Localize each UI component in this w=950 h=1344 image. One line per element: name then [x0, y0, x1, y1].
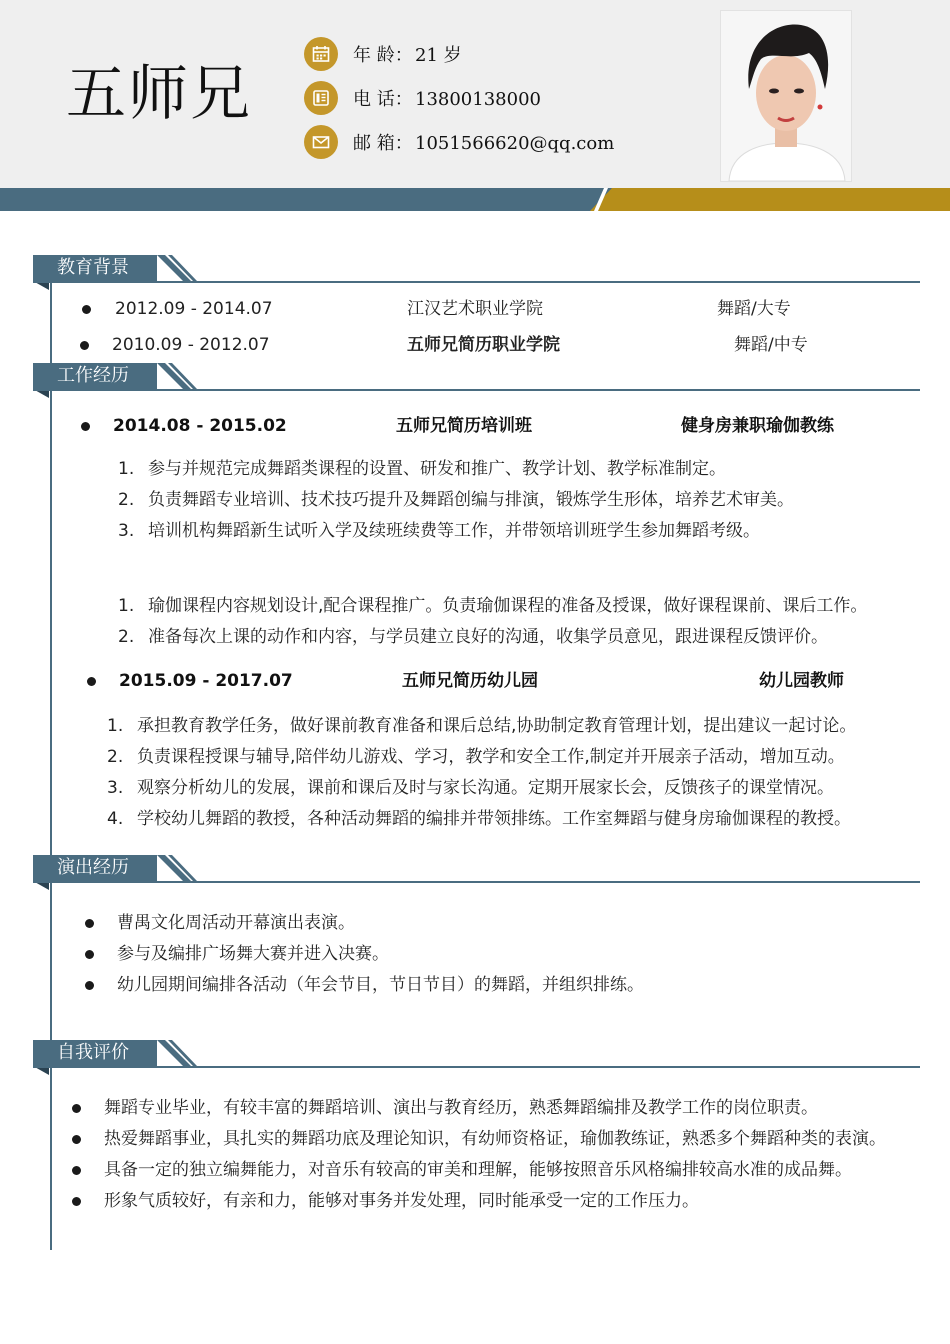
- section-title-performance: 演出经历: [33, 855, 157, 881]
- email-value: 1051566620@qq.com: [415, 133, 615, 154]
- duty-text: 负责舞蹈专业培训、技术技巧提升及舞蹈创编与排演，锻炼学生形体，培养艺术审美。: [148, 490, 794, 510]
- section-rule: [33, 1066, 920, 1068]
- bullet-dot: [82, 305, 91, 314]
- duty-item: [107, 713, 856, 739]
- duty-item: [118, 624, 828, 650]
- stripes-decor: [157, 1040, 197, 1066]
- email-row: [304, 125, 614, 159]
- duty-text: 负责课程授课与辅导,陪伴幼儿游戏、学习，教学和安全工作,制定并开展亲子活动，增加互动。: [137, 747, 845, 767]
- performance-item: [117, 941, 389, 967]
- duty-item: [107, 806, 851, 832]
- list-number: 2.: [107, 747, 124, 767]
- list-number: 1.: [107, 716, 124, 736]
- section-rule: [33, 389, 920, 391]
- section-work: [33, 363, 920, 398]
- bullet-dot: [72, 1166, 81, 1175]
- bullet-dot: [72, 1197, 81, 1206]
- evaluation-item: [104, 1188, 699, 1214]
- performance-text: 曹禺文化周活动开幕演出表演。: [117, 913, 355, 933]
- candidate-name: 五师兄: [66, 59, 252, 129]
- evaluation-text: 舞蹈专业毕业，有较丰富的舞蹈培训、演出与教育经历，熟悉舞蹈编排及教学工作的岗位职责。: [104, 1098, 818, 1118]
- email-label: 邮 箱：: [353, 133, 413, 154]
- duty-item: [118, 518, 760, 544]
- age-value: 21 岁: [415, 45, 462, 66]
- evaluation-item: [104, 1126, 886, 1152]
- evaluation-text: 具备一定的独立编舞能力，对音乐有较高的审美和理解，能够按照音乐风格编排较高水准的成品舞。: [104, 1160, 852, 1180]
- duty-text: 培训机构舞蹈新生试听入学及续班续费等工作，并带领培训班学生参加舞蹈考级。: [148, 521, 760, 541]
- evaluation-text: 热爱舞蹈事业，具扎实的舞蹈功底及理论知识，有幼师资格证，瑜伽教练证，熟悉多个舞蹈种类的表演。: [104, 1129, 886, 1149]
- profile-photo: [720, 10, 852, 182]
- section-title-education: 教育背景: [33, 255, 157, 281]
- envelope-icon: [304, 125, 338, 159]
- header-accent-band: [590, 188, 950, 211]
- job-title: 幼儿园教师: [759, 671, 844, 691]
- list-number: 2.: [118, 490, 135, 510]
- calendar-icon: [304, 37, 338, 71]
- bullet-dot: [72, 1104, 81, 1113]
- evaluation-item: [104, 1095, 818, 1121]
- performance-text: 幼儿园期间编排各活动（年会节目，节日节目）的舞蹈，并组织排练。: [117, 975, 644, 995]
- job-entry-header: [0, 668, 950, 694]
- education-major: 舞蹈/中专: [734, 335, 808, 355]
- duty-item: [118, 593, 867, 619]
- duty-text: 承担教育教学任务，做好课前教育准备和课后总结,协助制定教育管理计划，提出建议一起讨论。: [137, 716, 857, 736]
- list-number: 4.: [107, 809, 124, 829]
- section-education: [33, 255, 920, 290]
- bullet-dot: [81, 422, 90, 431]
- section-rule: [33, 881, 920, 883]
- stripes-decor: [157, 255, 197, 281]
- duty-text: 瑜伽课程内容规划设计,配合课程推广。负责瑜伽课程的准备及授课，做好课程课前、课后工作。: [148, 596, 868, 616]
- job-title: 健身房兼职瑜伽教练: [681, 416, 834, 436]
- age-label: 年 龄：: [353, 45, 413, 66]
- section-rule: [33, 281, 920, 283]
- stripes-decor: [157, 855, 197, 881]
- timeline-line: [50, 258, 52, 1250]
- age-row: [304, 37, 462, 71]
- duty-item: [118, 487, 794, 513]
- education-school: 五师兄简历职业学院: [407, 335, 560, 355]
- job-period: 2014.08 - 2015.02: [113, 416, 287, 436]
- job-company: 五师兄简历幼儿园: [402, 671, 538, 691]
- section-self-evaluation: [33, 1040, 920, 1075]
- duty-text: 准备每次上课的动作和内容，与学员建立良好的沟通，收集学员意见，跟进课程反馈评价。: [148, 627, 828, 647]
- list-number: 2.: [118, 627, 135, 647]
- section-title-work: 工作经历: [33, 363, 157, 389]
- duty-item: [107, 775, 834, 801]
- job-period: 2015.09 - 2017.07: [119, 671, 293, 691]
- evaluation-item: [104, 1157, 852, 1183]
- duty-item: [107, 744, 845, 770]
- bullet-dot: [87, 677, 96, 686]
- list-number: 1.: [118, 596, 135, 616]
- education-major: 舞蹈/大专: [717, 299, 791, 319]
- bullet-dot: [85, 919, 94, 928]
- duty-text: 参与并规范完成舞蹈类课程的设置、研发和推广、教学计划、教学标准制定。: [148, 459, 726, 479]
- stripes-decor: [157, 363, 197, 389]
- list-number: 1.: [118, 459, 135, 479]
- phone-row: [304, 81, 541, 115]
- bullet-dot: [85, 950, 94, 959]
- education-entry: [0, 296, 950, 322]
- phone-label: 电 话：: [353, 89, 413, 110]
- performance-item: [117, 910, 355, 936]
- evaluation-text: 形象气质较好，有亲和力，能够对事务并发处理，同时能承受一定的工作压力。: [104, 1191, 699, 1211]
- education-entry: [0, 332, 950, 358]
- phone-icon: [304, 81, 338, 115]
- duty-text: 观察分析幼儿的发展，课前和课后及时与家长沟通。定期开展家长会，反馈孩子的课堂情况。: [137, 778, 834, 798]
- duty-text: 学校幼儿舞蹈的教授，各种活动舞蹈的编排并带领排练。工作室舞蹈与健身房瑜伽课程的教授。: [137, 809, 851, 829]
- phone-value: 13800138000: [415, 89, 541, 110]
- duty-item: [118, 456, 726, 482]
- education-school: 江汉艺术职业学院: [407, 299, 543, 319]
- bullet-dot: [80, 341, 89, 350]
- education-period: 2010.09 - 2012.07: [112, 335, 270, 355]
- list-number: 3.: [118, 521, 135, 541]
- education-period: 2012.09 - 2014.07: [115, 299, 273, 319]
- bullet-dot: [85, 981, 94, 990]
- job-entry-header: [0, 413, 950, 439]
- performance-text: 参与及编排广场舞大赛并进入决赛。: [117, 944, 389, 964]
- section-performance: [33, 855, 920, 890]
- section-title-self-evaluation: 自我评价: [33, 1040, 157, 1066]
- job-company: 五师兄简历培训班: [396, 416, 532, 436]
- list-number: 3.: [107, 778, 124, 798]
- bullet-dot: [72, 1135, 81, 1144]
- performance-item: [117, 972, 644, 998]
